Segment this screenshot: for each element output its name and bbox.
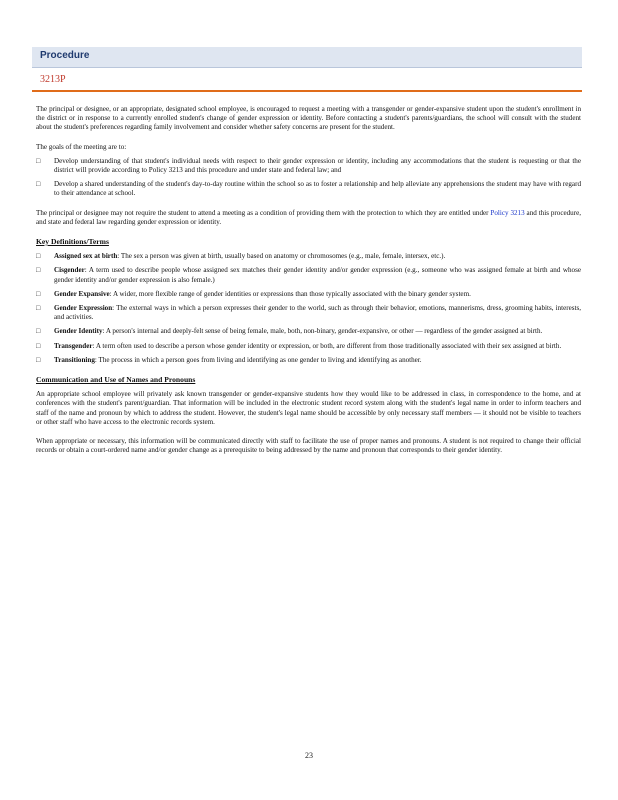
- list-item: [36, 180, 581, 198]
- list-item: [36, 252, 581, 261]
- policy-link[interactable]: Policy 3213: [490, 208, 525, 217]
- bullet-icon: □: [36, 304, 41, 313]
- bullet-icon: □: [36, 327, 41, 336]
- communication-heading: Communication and Use of Names and Pronouns: [36, 375, 196, 385]
- page-title: Procedure: [40, 50, 90, 61]
- bullet-icon: □: [36, 355, 41, 364]
- definitions-list: [36, 252, 581, 365]
- definition-text: : The sex a person was given at birth, usually based on anatomy or chromosomes (e.g., male, female, intersex, etc.).: [117, 252, 446, 261]
- list-item: [36, 304, 581, 322]
- goal-text: Develop a shared understanding of the student's day-to-day routine within the school so as to foster a relationship and help alleviate any apprehensions the student may have with regard to their attendance at school.: [54, 180, 581, 198]
- requirement-text-before: The principal or designee may not require the student to attend a meeting as a condition of providing them with the protection to which they are entitled under: [36, 208, 491, 217]
- list-item: [36, 327, 581, 336]
- definition-term: Gender Expansive: [54, 289, 110, 298]
- list-item: [36, 342, 581, 351]
- intro-paragraph: The principal or designee, or an appropriate, designated school employee, is encouraged to request a meeting with a transgender or gender-expansive student upon the student's enrollment in the district or in response to a currently enrolled student's change of gender expression or identity. Before contacting a student's parents/guardians, the school will consult with the student about the student's preferences regarding family involvement and consider whether safety concerns are present for the student.: [36, 105, 581, 132]
- definition-term: Gender Identity: [54, 327, 103, 336]
- definition-text: : A term used to describe people whose assigned sex matches their gender identity and/or gender expression (e.g., someone who was assigned female at birth and whose gender identity and/or gender expression is also female.): [54, 266, 581, 284]
- header-rule: [32, 90, 582, 92]
- definitions-heading: Key Definitions/Terms: [36, 237, 109, 247]
- goals-intro: The goals of the meeting are to:: [36, 142, 127, 151]
- definition-text: : The process in which a person goes from living and identifying as one gender to living and identifying as another.: [94, 355, 422, 364]
- goal-text: Develop understanding of that student's individual needs with respect to their gender expression or identity, including any accommodations that the student is requesting or that the district will provide according to Policy 3213 and this procedure and under state and federal law; and: [54, 156, 581, 175]
- definition-text: : The external ways in which a person expresses their gender to the world, such as through their behavior, emotions, mannerisms, dress, grooming habits, interests, and activities.: [54, 304, 581, 322]
- definition-term: Cisgender: [54, 266, 85, 275]
- communication-paragraph: An appropriate school employee will privately ask known transgender or gender-expansive students how they would like to be addressed in class, in correspondence to the home, and at conferences with the student's parent/guardian. That information will be included in the electronic student record system along with the student's legal name in order to inform teachers and staff of the name and pronoun by which to address the student. However, the student's legal name should be accessible by only necessary staff members — it should not be visible to teachers or other staff who have access to the electronic records system.: [36, 390, 581, 426]
- requirement-text-after: and this procedure, and state and federal law regarding gender expression or identity.: [36, 208, 581, 226]
- list-item: [36, 356, 581, 365]
- list-item: [36, 266, 581, 284]
- bullet-icon: □: [36, 252, 41, 261]
- bullet-icon: □: [36, 156, 41, 165]
- definition-term: Assigned sex at birth: [54, 252, 118, 261]
- bullet-icon: □: [36, 289, 41, 298]
- definition-text: : A term often used to describe a person whose gender identity or expression, or both, are different from those traditionally associated with their sex assigned at birth.: [92, 341, 562, 350]
- procedure-code: 3213P: [40, 74, 66, 85]
- definition-term: Transitioning: [54, 355, 95, 364]
- list-item: [36, 157, 581, 175]
- definition-term: Transgender: [54, 341, 93, 350]
- definition-text: : A wider, more flexible range of gender identities or expressions than those typically associated with the binary gender system.: [109, 289, 471, 298]
- page-number: 23: [305, 751, 313, 760]
- communication-paragraph: When appropriate or necessary, this information will be communicated directly with staff to facilitate the use of proper names and pronouns. A student is not required to change their official records or obtain a court-ordered name and/or gender change as a prerequisite to being addressed by the name and pronoun that corresponds to their gender identity.: [36, 437, 581, 455]
- bullet-icon: □: [36, 341, 41, 350]
- bullet-icon: □: [36, 180, 41, 189]
- goals-list: [36, 157, 581, 199]
- document-body: [36, 105, 581, 465]
- definition-term: Gender Expression: [54, 304, 113, 313]
- definition-text: : A person's internal and deeply-felt sense of being female, male, both, non-binary, gender-expansive, or other — regardless of the gender assigned at birth.: [102, 327, 543, 336]
- bullet-icon: □: [36, 266, 41, 275]
- requirement-paragraph: [36, 209, 581, 227]
- list-item: [36, 290, 581, 299]
- header-bar: [32, 47, 582, 68]
